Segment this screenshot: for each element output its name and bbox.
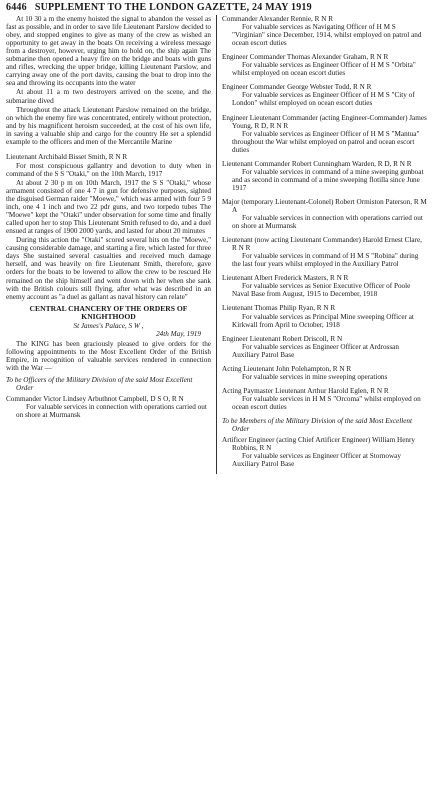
recipient-name: Engineer Commander George Webster Todd, R N R [222, 83, 372, 92]
recipient-name: Lieutenant (now acting Lieutenant Commander) Harold Ernest Clare, R N R [222, 236, 422, 253]
recipient-name: Artificer Engineer (acting Chief Artificer Engineer) William Henry Robbins, R N [222, 436, 415, 453]
recipient-name: Engineer Lieutenant Commander (acting Engineer-Commander) James Young, R D, R N R [222, 113, 427, 130]
recipient-name: Commander Alexander Rennie, R N R [222, 15, 333, 24]
honour-entry [222, 114, 427, 154]
honour-entry [222, 436, 427, 468]
right-column [222, 15, 427, 474]
honour-entry [222, 236, 427, 268]
citation: For valuable services in command of a mine sweeping gunboat and as second in command of a mine sweeping flotilla since June 1917 [232, 167, 424, 192]
subsection-heading: To be Officers of the Military Division of the said Most Excellent Order [6, 376, 193, 393]
paragraph: At about 11 a m two destroyers arrived on the scene, and the submarine dived [6, 88, 211, 105]
paragraph: At 10 30 a m the enemy hoisted the signal to abandon the vessel as fast as possible, and in order to save life Lieutenant Parslow decided to obey, and stopped engines to give as many of the crew as wished an opportunity to get away in the boats On receiving a wireless message from a destroyer, however, urging him to hold on, the ship again The submarine then opened a heavy fire on the bridge and boats with guns and rifles, wrecking the upper bridge, killing Lieutenant Parslow, and carrying away one of the port davits, causing the boat to drop into the sea and throwing its occupants into the water [6, 15, 211, 88]
honour-entry [222, 198, 427, 230]
recipient-name: Lieutenant Commander Robert Cunningham Warden, R D, R N R [222, 159, 412, 168]
recipient-name: Acting Lieutenant John Polehampton, R N R [222, 364, 352, 373]
citation: For valuable services in command of H M S "Robina" during the last four years whilst employed in the Auxiliary Patrol [232, 252, 419, 269]
citation: For valuable services as Engineer Officer of H M S "Mantua" throughout the War whilst employed on patrol and ocean escort duties [232, 129, 420, 154]
recipient-name: Lieutenant Albert Frederick Masters, R N R [222, 274, 349, 283]
honour-entry [222, 304, 427, 328]
honour-entry [222, 83, 427, 107]
citation: For valuable services as Engineer Officer at Ardrossan Auxiliary Patrol Base [232, 342, 399, 359]
recipient-name: Acting Paymaster Lieutenant Arthur Harold Eglen, R N R [222, 386, 389, 395]
honour-entry [222, 335, 427, 359]
announcement: The KING has been graciously pleased to give orders for the following appointments to the Most Excellent Order of the British Empire, in recognition of valuable services rendered in connection with the War — [6, 339, 211, 372]
page-title: SUPPLEMENT TO THE LONDON GAZETTE, 24 MAY 1919 [34, 2, 312, 13]
recipient-name: Lieutenant Archibald Bisset Smith, R N R [6, 152, 128, 161]
citation: For valuable services in mine sweeping operations [242, 372, 388, 381]
page-number: 6446 [6, 2, 27, 13]
subsection-heading: To be Members of the Military Division of the said Most Excellent Order [222, 416, 412, 434]
honour-entry [222, 15, 427, 47]
citation: For valuable services as Engineer Officer of H M S "City of London" whilst employed on ocean escort duties [232, 91, 415, 108]
honour-entry [222, 387, 427, 411]
citation: For most conspicuous gallantry and devotion to duty when in command of the S S "Otaki," on the 10th March, 1917 [6, 161, 211, 178]
recipient-name: Engineer Lieutenant Robert Driscoll, R N [222, 334, 343, 343]
section-heading: CENTRAL CHANCERY OF THE ORDERS OF KNIGHTHOOD [29, 303, 188, 321]
paragraph: Throughout the attack Lieutenant Parslow remained on the bridge, on which the enemy fire was concentrated, entirely without protection, and by his magnificent heroism succeeded, at the cost of his own life, in saving a valuable ship and cargo for the country He set a splendid example to the officers and men of the Mercantile Marine [6, 105, 211, 146]
dateline-date: 24th May, 1919 [156, 329, 201, 338]
recipient-name: Major (temporary Lieutenant-Colonel) Robert Ormiston Paterson, R M A [222, 197, 427, 214]
honour-entry [222, 274, 427, 298]
recipient-name: Lieutenant Thomas Philip Ryan, R N R [222, 304, 336, 313]
honour-entry [222, 160, 427, 192]
citation: For valuable services as Senior Executive Officer of Poole Naval Base from August, 1915 to December, 1918 [232, 282, 411, 299]
column-divider [216, 15, 217, 474]
honour-entry [222, 53, 427, 77]
page-header [6, 4, 427, 15]
dateline-place: St James's Palace, S W , [73, 321, 144, 330]
citation: For valuable services in H M S "Orcoma" whilst employed on ocean escort duties [232, 394, 421, 411]
honour-entry [222, 365, 427, 381]
two-column-body [6, 15, 427, 474]
left-column [6, 15, 211, 474]
recipient-name: Engineer Commander Thomas Alexander Graham, R N R [222, 53, 389, 62]
recipient-name: Commander Victor Lindsey Arbuthnot Campbell, D S O, R N [6, 395, 184, 404]
citation: For valuable services as Engineer Officer of H M S "Orbita" whilst employed on ocean escort duties [232, 61, 416, 78]
paragraph: During this action the "Otaki" scored several hits on the "Moewe," causing considerable damage, and starting a fire, which lasted for three days She sustained several casualties and received much damage herself, and was heavily on fire Lieutenant Smith, therefore, gave orders for the boats to be lowered to allow the crew to be rescued He remained on the ship himself and went down with her when she sank with the British colours still flying, after what was described in an enemy account as "a duel as gallant as naval history can relate" [6, 236, 211, 301]
citation: For valuable services as Navigating Officer of H M S "Virginian" since December, 1914, whilst employed on patrol and ocean escort duties [232, 23, 422, 48]
paragraph: At about 2 30 p m on 10th March, 1917 the S S "Otaki," whose armament consisted of one 4 7 in gun for defensive purposes, sighted the disguised German raider "Moewe," which was armed with four 5 9 inch, one 4 1 inch and two 22 pdr guns, and two torpedo tubes The "Moewe" kept the "Otaki" under observation for some time and finally called upon her to stop This Lieutenant Smith refused to do, and a duel ensued at ranges of 1900 2000 yards, and lasted for about 20 minutes [6, 178, 211, 236]
citation: For valuable services in connection with operations carried out on shore at Murmansk [232, 214, 423, 231]
citation: For valuable services as Principal Mine sweeping Officer at Kirkwall from April to October, 1918 [232, 312, 414, 329]
citation: For valuable services as Engineer Officer at Stornoway Auxiliary Patrol Base [232, 452, 401, 469]
citation: For valuable services in connection with operations carried out on shore at Murmansk [16, 403, 207, 420]
